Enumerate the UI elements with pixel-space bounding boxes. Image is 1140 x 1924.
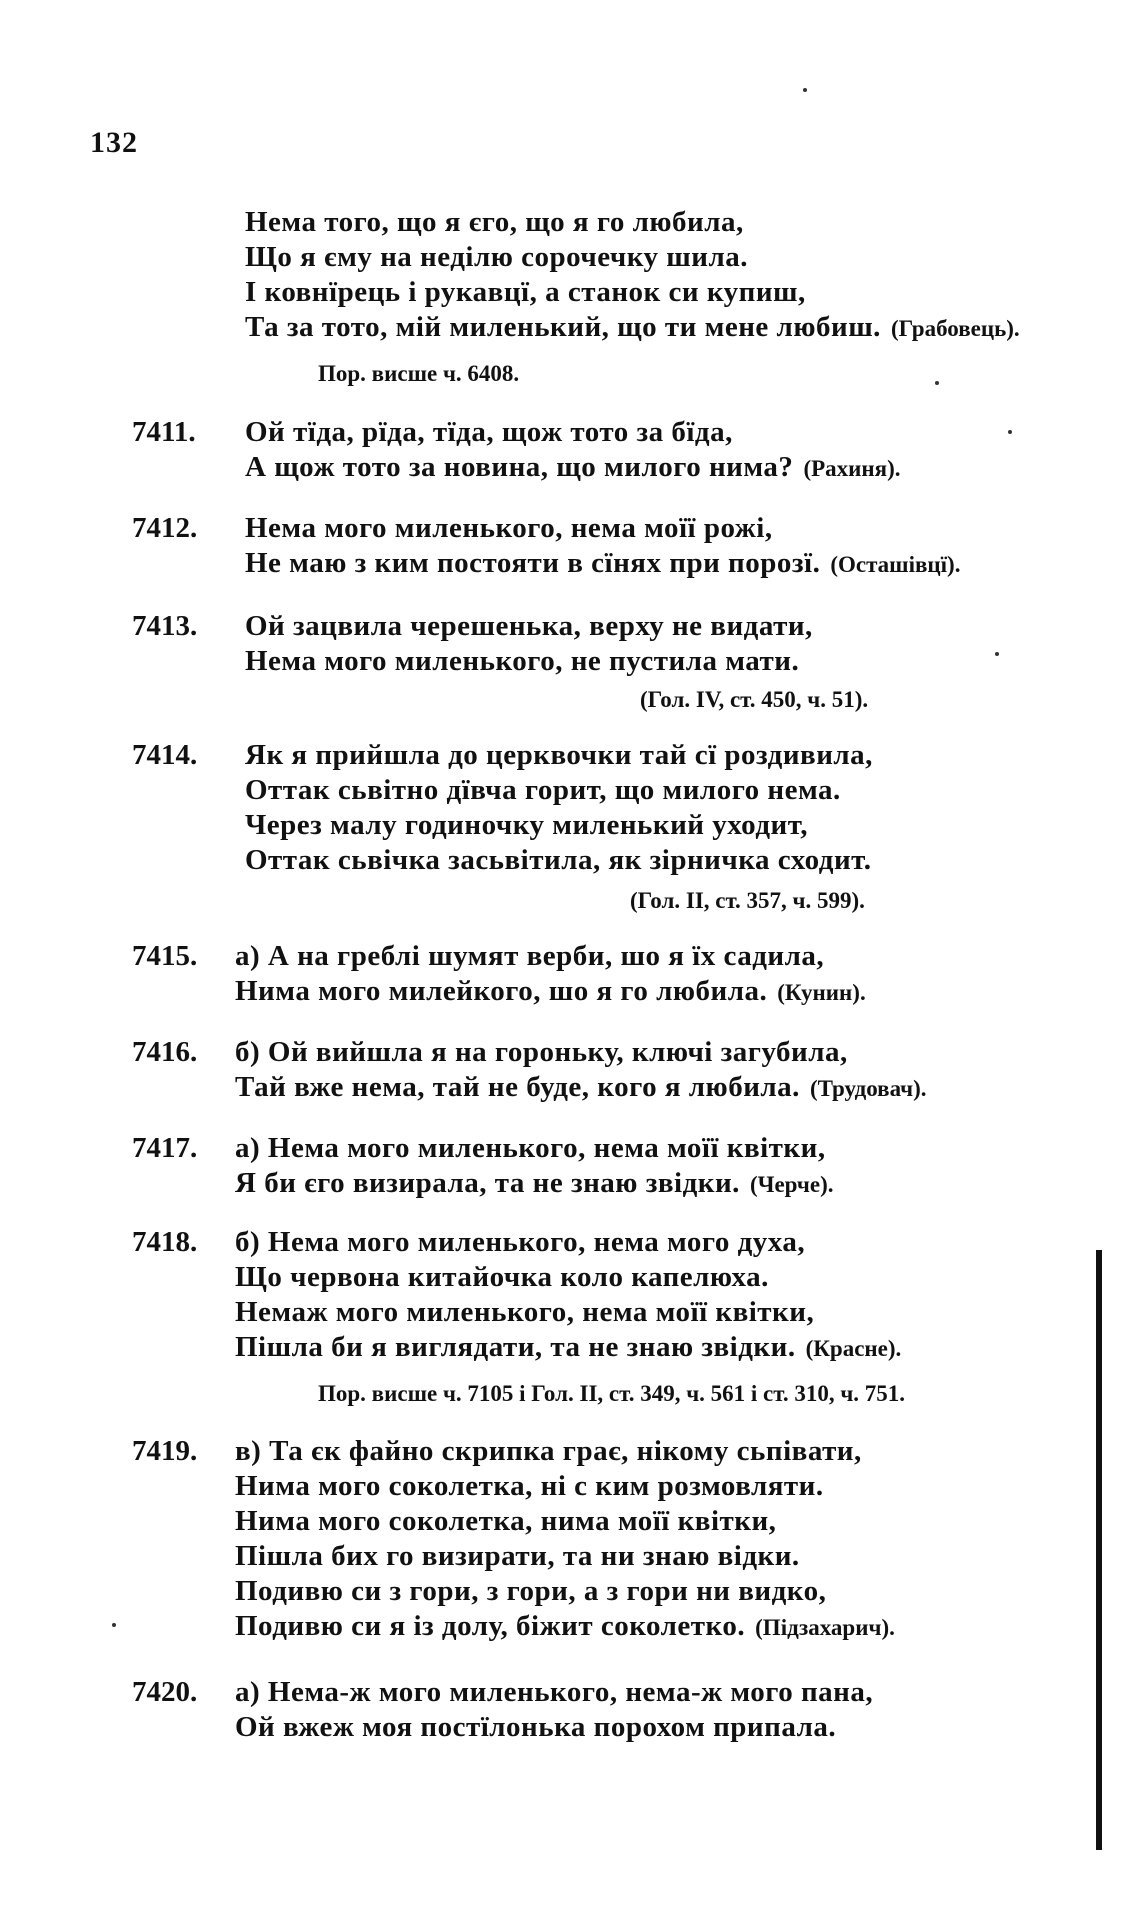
entry-7420-line-2: Ой вжеж моя постїлонька порохом припала. (235, 1711, 837, 1743)
entry-7416-line-1: б) Ой вийшла я на гороньку, ключі загубила, (235, 1036, 848, 1068)
entry-number-7416: 7416. (132, 1036, 198, 1068)
entry-number-7412: 7412. (132, 512, 198, 544)
scan-speck (112, 1623, 116, 1627)
intro-line-4 (245, 313, 1020, 342)
margin-rule (1096, 1250, 1102, 1850)
entry-7417-line-2 (235, 1169, 834, 1198)
entry-number-7417: 7417. (132, 1132, 198, 1164)
scan-speck (935, 381, 939, 385)
entry-7417-line-2-text: Я би єго визирала, та не знаю звідки. (235, 1167, 740, 1199)
entry-7418-line-2: Що червона китайочка коло капелюха. (235, 1261, 769, 1293)
scan-speck (1008, 430, 1012, 434)
entry-7413-reference: (Гол. IV, ст. 450, ч. 51). (640, 687, 869, 712)
entry-number-7414: 7414. (132, 739, 198, 771)
entry-number-7420: 7420. (132, 1676, 198, 1708)
intro-reference: Пор. висше ч. 6408. (318, 361, 520, 386)
scan-speck (995, 652, 999, 656)
intro-line-2: Що я єму на неділю сорочечку шила. (245, 241, 749, 273)
intro-place: (Грабовець). (890, 316, 1020, 341)
entry-7414-line-1: Як я прийшла до церквочки тай сї роздивила, (245, 739, 873, 771)
entry-7415-line-2 (235, 977, 866, 1006)
entry-7417-place: (Черче). (749, 1172, 834, 1197)
entry-7413-line-1: Ой зацвила черешенька, верху не видати, (245, 610, 813, 642)
entry-7412-place: (Осташівцї). (830, 552, 961, 577)
entry-7419-place: (Підзахарич). (755, 1615, 895, 1640)
entry-7419-line-5: Подивю си з гори, з гори, а з гори ни видко, (235, 1575, 827, 1607)
entry-number-7419: 7419. (132, 1435, 198, 1467)
entry-7414-line-2: Оттак сьвітно дївча горит, що милого нема. (245, 774, 841, 806)
entry-7411-place: (Рахиня). (803, 456, 901, 481)
entry-7420-line-1: а) Нема-ж мого миленького, нема-ж мого пана, (235, 1676, 874, 1708)
entry-7412-line-2-text: Не маю з ким постояти в сїнях при порозї. (245, 547, 821, 579)
entry-number-7413: 7413. (132, 610, 198, 642)
entry-7411-line-2-text: А щож тото за новина, що милого нима? (245, 451, 794, 483)
entry-7413-line-2: Нема мого миленького, не пустила мати. (245, 645, 800, 677)
intro-line-3: І ковнїрець і рукавцї, а станок си купиш, (245, 276, 806, 308)
entry-7418-line-1: б) Нема мого миленького, нема мого духа, (235, 1226, 806, 1258)
page-number: 132 (90, 126, 138, 159)
intro-line-4-text: Та за тото, мій миленький, що ти мене любиш. (245, 311, 881, 343)
entry-7411-line-1: Ой тїда, рїда, тїда, щож тото за бїда, (245, 416, 733, 448)
entry-7418-line-4 (235, 1333, 901, 1362)
entry-number-7418: 7418. (132, 1226, 198, 1258)
entry-7415-place: (Кунин). (777, 980, 866, 1005)
entry-7418-place: (Красне). (805, 1336, 902, 1361)
entry-7414-line-4: Оттак сьвічка засьвітила, як зірничка сходит. (245, 844, 872, 876)
entry-7419-line-2: Нима мого соколетка, ні с ким розмовляти. (235, 1470, 824, 1502)
entry-7415-line-2-text: Нима мого милейкого, шо я го любила. (235, 975, 768, 1007)
entry-7419-line-6-text: Подивю си я із долу, біжит соколетко. (235, 1610, 746, 1642)
entry-7411-line-2 (245, 453, 901, 482)
entry-7418-line-3: Немаж мого миленького, нема моїї квітки, (235, 1296, 815, 1328)
entry-number-7411: 7411. (132, 416, 196, 448)
entry-7416-line-2-text: Тай вже нема, тай не буде, кого я любила. (235, 1071, 800, 1103)
entry-7419-line-3: Нима мого соколетка, нима моїї квітки, (235, 1505, 777, 1537)
entry-7419-line-1: в) Та єк файно скрипка грає, нікому сьпівати, (235, 1435, 862, 1467)
entry-7416-place: (Трудовач). (809, 1076, 927, 1101)
entry-7415-line-1: а) А на греблі шумят верби, шо я їх садила, (235, 940, 825, 972)
entry-7414-reference: (Гол. II, ст. 357, ч. 599). (630, 888, 865, 913)
entry-7417-line-1: а) Нема мого миленького, нема моїї квітки, (235, 1132, 826, 1164)
entry-7419-line-6 (235, 1612, 895, 1641)
entry-7418-line-4-text: Пішла би я виглядати, та не знаю звідки. (235, 1331, 796, 1363)
scan-speck (803, 88, 807, 92)
entry-7418-reference: Пор. висше ч. 7105 і Гол. II, ст. 349, ч. 561 і ст. 310, ч. 751. (318, 1381, 906, 1406)
entry-7414-line-3: Через малу годиночку миленький уходит, (245, 809, 809, 841)
entry-number-7415: 7415. (132, 940, 198, 972)
entry-7416-line-2 (235, 1073, 927, 1102)
entry-7412-line-1: Нема мого миленького, нема моїї рожі, (245, 512, 773, 544)
intro-line-1: Нема того, що я єго, що я го любила, (245, 206, 744, 238)
entry-7412-line-2 (245, 549, 960, 578)
entry-7419-line-4: Пішла бих го визирати, та ни знаю відки. (235, 1540, 800, 1572)
